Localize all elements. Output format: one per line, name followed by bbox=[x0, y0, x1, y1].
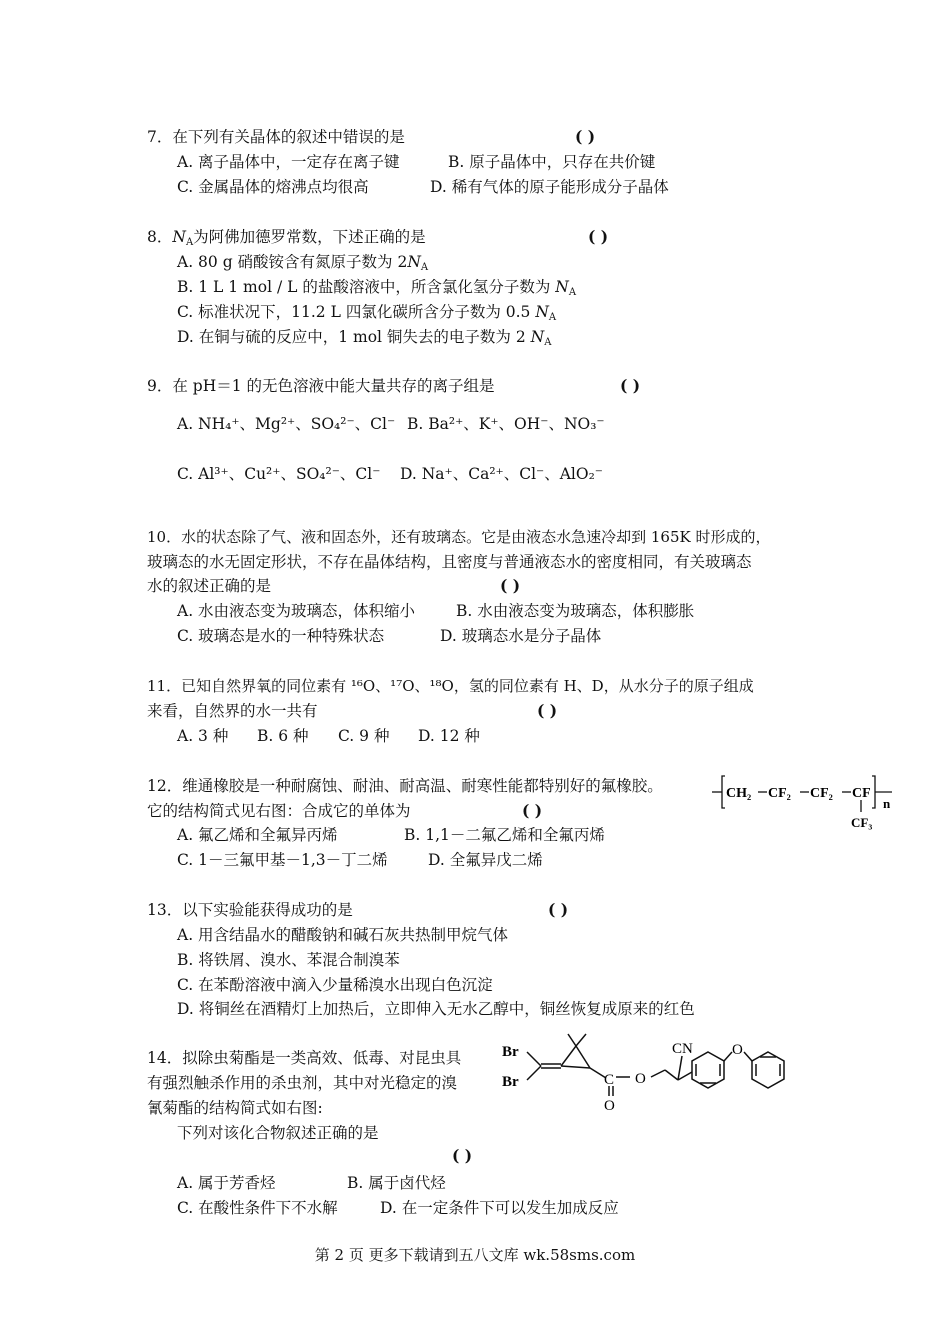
q8-option-b-na: N bbox=[555, 278, 569, 296]
q13-answer-paren: ( ) bbox=[548, 900, 569, 919]
q13-option-c: C. 在苯酚溶液中滴入少量稀溴水出现白色沉淀 bbox=[177, 976, 493, 994]
q7-option-b: B. 原子晶体中，只存在共价键 bbox=[448, 153, 656, 171]
q8-option-c bbox=[177, 302, 556, 328]
q14-option-a: A. 属于芳香烃 bbox=[177, 1174, 276, 1192]
structure-ether-oxygen: O bbox=[732, 1042, 743, 1058]
q10-answer-paren: ( ) bbox=[500, 576, 521, 595]
q11-stem-line-2: 来看，自然界的水一共有 bbox=[147, 702, 318, 720]
q8-stem bbox=[147, 227, 426, 253]
q14-answer-paren: ( ) bbox=[452, 1146, 473, 1165]
formula-cf: CF bbox=[852, 786, 871, 801]
q12-option-d: D. 全氟异戊二烯 bbox=[428, 851, 543, 869]
q7-option-a: A. 离子晶体中，一定存在离子键 bbox=[177, 153, 400, 171]
q10-option-a: A. 水由液态变为玻璃态，体积缩小 bbox=[177, 602, 416, 620]
q10-stem-line-3: 水的叙述正确的是 bbox=[147, 577, 272, 595]
q11-option-a: A. 3 种 bbox=[177, 727, 229, 745]
q12-stem-line-2: 它的结构简式见右图：合成它的单体为 bbox=[147, 802, 411, 820]
formula-cf2-first: CF₂ bbox=[768, 786, 791, 801]
q10-option-d: D. 玻璃态水是分子晶体 bbox=[440, 627, 602, 645]
q14-stem-line-1: 14．拟除虫菊酯是一类高效、低毒、对昆虫具 bbox=[147, 1049, 462, 1067]
q8-stem-text: 为阿佛加德罗常数，下述正确的是 bbox=[193, 228, 426, 246]
q8-option-a-text: A. 80 g 硝酸铵含有氮原子数为 2 bbox=[177, 253, 408, 271]
q9-answer-paren: ( ) bbox=[620, 376, 641, 395]
q9-option-d: D. Na⁺、Ca²⁺、Cl⁻、AlO₂⁻ bbox=[400, 465, 603, 483]
q8-option-b bbox=[177, 277, 576, 303]
q9-stem: 9．在 pH＝1 的无色溶液中能大量共存的离子组是 bbox=[147, 377, 495, 395]
q8-option-c-na-sub: A bbox=[548, 312, 557, 323]
q10-stem-line-1: 10．水的状态除了气、液和固态外，还有玻璃态。它是由液态水急速冷却到 165K 时形成的， bbox=[147, 528, 771, 546]
page-footer: 第 2 页 更多下载请到五八文库 wk.58sms.com bbox=[314, 1246, 636, 1264]
q11-option-c: C. 9 种 bbox=[338, 727, 390, 745]
q7-answer-paren: ( ) bbox=[575, 127, 596, 146]
q13-option-d: D. 将铜丝在酒精灯上加热后，立即伸入无水乙醇中，铜丝恢复成原来的红色 bbox=[177, 1000, 695, 1018]
q14-stem-line-3: 氰菊酯的结构简式如右图: bbox=[147, 1099, 323, 1117]
q8-na-symbol: N bbox=[172, 228, 186, 246]
formula-ch2: CH₂ bbox=[726, 786, 752, 801]
formula-cf3: CF₃ bbox=[851, 815, 873, 830]
q8-option-c-text: C. 标准状况下，11.2 L 四氯化碳所含分子数为 0.5 bbox=[177, 303, 536, 321]
structure-ester-oxygen: O bbox=[635, 1071, 646, 1087]
q8-option-d-na-sub: A bbox=[544, 337, 552, 348]
q8-na-subscript: A bbox=[185, 237, 194, 248]
q8-option-b-na-sub: A bbox=[568, 287, 577, 298]
q10-stem-line-2: 玻璃态的水无固定形状，不存在晶体结构，且密度与普通液态水的密度相同，有关玻璃态 bbox=[147, 553, 752, 571]
q12-option-a: A. 氟乙烯和全氟异丙烯 bbox=[177, 826, 338, 844]
q7-stem: 7．在下列有关晶体的叙述中错误的是 bbox=[147, 128, 405, 146]
q11-answer-paren: ( ) bbox=[537, 701, 558, 720]
q14-stem-line-2: 有强烈触杀作用的杀虫剂，其中对光稳定的溴 bbox=[147, 1074, 458, 1092]
q8-answer-paren: ( ) bbox=[588, 227, 609, 246]
q12-stem-line-1: 12．维通橡胶是一种耐腐蚀、耐油、耐高温、耐寒性能都特别好的氟橡胶。 bbox=[147, 777, 663, 795]
q8-option-d bbox=[177, 327, 551, 353]
q12-option-c: C. 1－三氟甲基－1,3－丁二烯 bbox=[177, 851, 388, 869]
q8-option-d-text: D. 在铜与硫的反应中，1 mol 铜失去的电子数为 2 bbox=[177, 328, 531, 346]
q8-option-d-na: N bbox=[530, 328, 545, 346]
q7-option-d: D. 稀有气体的原子能形成分子晶体 bbox=[430, 178, 669, 196]
q13-option-a: A. 用含结晶水的醋酸钠和碱石灰共热制甲烷气体 bbox=[177, 926, 509, 944]
q10-option-b: B. 水由液态变为玻璃态，体积膨胀 bbox=[456, 602, 695, 620]
deltamethrin-structure-formula bbox=[498, 1028, 800, 1120]
q14-option-c: C. 在酸性条件下不水解 bbox=[177, 1199, 338, 1217]
q14-option-d: D. 在一定条件下可以发生加成反应 bbox=[380, 1199, 619, 1217]
q14-stem-line-4: 下列对该化合物叙述正确的是 bbox=[177, 1124, 379, 1142]
q9-option-c: C. Al³⁺、Cu²⁺、SO₄²⁻、Cl⁻ bbox=[177, 465, 381, 483]
polymer-structure-formula bbox=[712, 770, 902, 832]
q7-option-c: C. 金属晶体的熔沸点均很高 bbox=[177, 178, 369, 196]
formula-cf2-second: CF₂ bbox=[810, 786, 833, 801]
q11-option-b: B. 6 种 bbox=[257, 727, 309, 745]
structure-br-bottom: Br bbox=[502, 1074, 519, 1090]
q9-option-b: B. Ba²⁺、K⁺、OH⁻、NO₃⁻ bbox=[407, 415, 605, 433]
structure-br-top: Br bbox=[502, 1044, 519, 1060]
structure-carbonyl-carbon: C bbox=[604, 1072, 615, 1088]
q12-answer-paren: ( ) bbox=[522, 801, 543, 820]
q14-option-b: B. 属于卤代烃 bbox=[347, 1174, 446, 1192]
q11-stem-line-1: 11．已知自然界氧的同位素有 ¹⁶O、¹⁷O、¹⁸O，氢的同位素有 H、D，从水分子的原子组成 bbox=[147, 677, 754, 695]
q8-option-c-na: N bbox=[535, 303, 549, 321]
formula-repeat-n: n bbox=[883, 796, 891, 811]
q13-stem: 13．以下实验能获得成功的是 bbox=[147, 901, 353, 919]
q10-option-c: C. 玻璃态是水的一种特殊状态 bbox=[177, 627, 385, 645]
q13-option-b: B. 将铁屑、溴水、苯混合制溴苯 bbox=[177, 951, 400, 969]
q8-stem-number: 8． bbox=[147, 228, 173, 246]
q11-option-d: D. 12 种 bbox=[418, 727, 480, 745]
structure-carbonyl-oxygen: O bbox=[604, 1098, 615, 1114]
q8-option-a-na: N bbox=[407, 253, 421, 271]
q9-option-a: A. NH₄⁺、Mg²⁺、SO₄²⁻、Cl⁻ bbox=[177, 415, 396, 433]
q8-option-b-text: B. 1 L 1 mol / L 的盐酸溶液中，所含氯化氢分子数为 bbox=[177, 278, 556, 296]
q12-option-b: B. 1,1－二氟乙烯和全氟丙烯 bbox=[404, 826, 605, 844]
q8-option-a bbox=[177, 252, 428, 278]
structure-cyano: CN bbox=[672, 1041, 693, 1057]
q8-option-a-na-sub: A bbox=[420, 262, 429, 273]
